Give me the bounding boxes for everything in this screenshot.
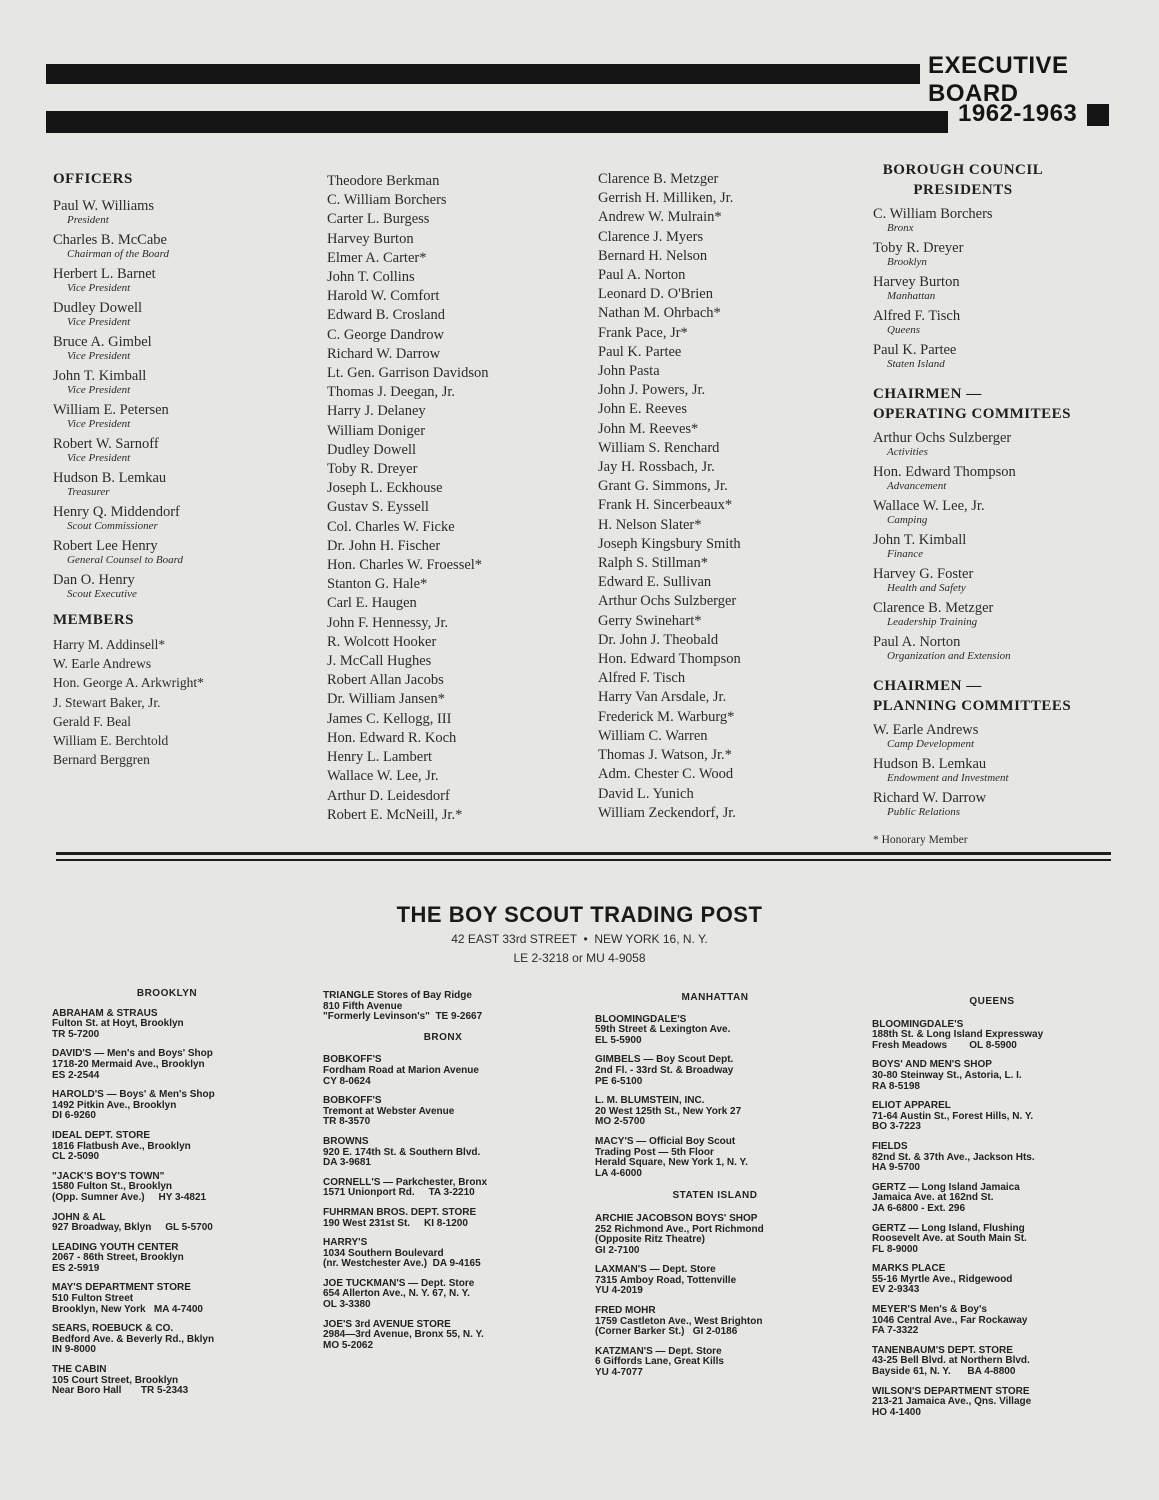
member-name: Bernard Berggren (53, 752, 150, 768)
member-name: Wallace W. Lee, Jr. (327, 768, 439, 785)
member-name: Dr. William Jansen* (327, 691, 445, 708)
board-entry (873, 756, 1123, 784)
entry-name: Paul K. Partee (873, 342, 957, 358)
borough-heading (873, 160, 1053, 200)
entry-name: Paul W. Williams (53, 198, 155, 214)
member-name: C. William Borchers (327, 192, 447, 209)
entry-name: W. Earle Andrews (873, 722, 979, 738)
store-listing: BOBKOFF'S Fordham Road at Marion Avenue CY 8-0624 (323, 1054, 479, 1087)
member-name: Carter L. Burgess (327, 211, 430, 228)
member-name: Andrew W. Mulrain* (598, 209, 722, 226)
store-listing: TANENBAUM'S DEPT. STORE 43-25 Bell Blvd. at Northern Blvd. Bayside 61, N. Y. BA 4-8800 (872, 1344, 1030, 1378)
store-listing: THE CABIN 105 Court Street, Brooklyn Near Boro Hall TR 5-2343 (52, 1364, 189, 1397)
member-name: Ralph S. Stillman* (598, 555, 708, 572)
operating-list (873, 430, 1123, 662)
store-listing: IDEAL DEPT. STORE 1816 Flatbush Ave., Brooklyn CL 2-5090 (52, 1129, 191, 1163)
member-name: Carl E. Haugen (327, 595, 417, 612)
board-entry (53, 198, 303, 226)
entry-name: Wallace W. Lee, Jr. (873, 498, 985, 514)
member-name: R. Wolcott Hooker (327, 633, 437, 650)
board-entry (53, 436, 303, 464)
board-entry (53, 504, 303, 532)
member-name: Harvey Burton (327, 230, 414, 247)
member-name: Jay H. Rossbach, Jr. (598, 459, 715, 476)
entry-name: Paul A. Norton (873, 634, 961, 650)
directory-col3 (595, 993, 835, 1388)
entry-name: Hudson B. Lemkau (53, 470, 167, 486)
entry-name: Robert W. Sarnoff (53, 436, 159, 452)
member-name: Hon. George A. Arkwright* (53, 675, 204, 691)
members-heading: MEMBERS (53, 612, 135, 628)
member-name: Hon. Charles W. Froessel* (327, 557, 483, 574)
queens-heading: QUEENS (969, 996, 1015, 1007)
entry-name: C. William Borchers (873, 206, 993, 222)
member-name: Frank H. Sincerbeaux* (598, 497, 733, 514)
member-name: Theodore Berkman (327, 173, 440, 189)
member-name: John E. Reeves (598, 401, 687, 418)
header-bar-bottom (46, 111, 948, 133)
store-listing: FRED MOHR 1759 Castleton Ave., West Brighton (Corner Barker St.) GI 2-0186 (595, 1305, 763, 1338)
operating-heading-line2: OPERATING COMMITEES (873, 406, 1071, 422)
entry-role: Finance (887, 548, 924, 560)
entry-role: Camping (887, 514, 928, 526)
board-entry (873, 274, 1123, 302)
trading-post-phone: LE 2-3218 or MU 4-9058 (513, 951, 646, 965)
board-entry (53, 402, 303, 430)
store-listing: LEADING YOUTH CENTER 2067 - 86th Street, Brooklyn ES 2-5919 (52, 1241, 184, 1274)
members-list-2 (327, 172, 587, 825)
member-name: J. McCall Hughes (327, 653, 432, 670)
store-listing: MEYER'S Men's & Boy's 1046 Central Ave., Far Rockaway FA 7-3322 (872, 1304, 1028, 1337)
entry-role: Activities (887, 446, 928, 458)
member-name: W. Earle Andrews (53, 656, 152, 672)
entry-role: Vice President (67, 418, 131, 430)
entry-name: Alfred F. Tisch (873, 308, 961, 324)
entry-name: John T. Kimball (873, 532, 967, 548)
col2-stores (323, 991, 563, 1023)
trading-post-title: THE BOY SCOUT TRADING POST (396, 902, 763, 927)
store-listing: GIMBELS — Boy Scout Dept. 2nd Fl. - 33rd St. & Broadway PE 6-5100 (595, 1054, 734, 1087)
member-name: Nathan M. Ohrbach* (598, 305, 721, 322)
members-list-1 (53, 635, 303, 769)
member-name: Harry M. Addinsell* (53, 637, 166, 652)
brooklyn-heading: BROOKLYN (136, 988, 198, 999)
borough-heading-line1: BOROUGH COUNCIL (882, 162, 1044, 178)
member-name: Dr. John H. Fischer (327, 537, 441, 554)
member-name: Grant G. Simmons, Jr. (598, 478, 728, 495)
member-name: John J. Powers, Jr. (598, 382, 706, 399)
member-name: Clarence B. Metzger (598, 171, 719, 187)
entry-role: General Counsel to Board (67, 554, 183, 566)
entry-name: Dudley Dowell (53, 300, 142, 316)
entry-role: Endowment and Investment (887, 772, 1009, 784)
store-listing: "JACK'S BOY'S TOWN" 1580 Fulton St., Brooklyn (Opp. Sumner Ave.) HY 3-4821 (52, 1170, 207, 1203)
member-name: Harry J. Delaney (327, 403, 426, 420)
entry-name: Bruce A. Gimbel (53, 334, 152, 350)
queens-stores (872, 1020, 1112, 1419)
store-listing: KATZMAN'S — Dept. Store 6 Giffords Lane, Great Kills YU 4-7077 (595, 1345, 724, 1379)
store-listing: BLOOMINGDALE'S 188th St. & Long Island Expressway Fresh Meadows OL 8-5900 (872, 1018, 1044, 1051)
store-listing: MACY'S — Official Boy Scout Trading Post — 5th Floor Herald Square, New York 1, N. Y. LA 4-6000 (595, 1135, 748, 1179)
store-listing: JOHN & AL 927 Broadway, Bklyn GL 5-5700 (52, 1211, 213, 1234)
entry-name: Clarence B. Metzger (873, 600, 994, 616)
entry-role: Camp Development (887, 738, 975, 750)
entry-name: Hudson B. Lemkau (873, 756, 987, 772)
bronx-stores (323, 1055, 563, 1351)
header-square (1087, 104, 1109, 126)
entry-role: Public Relations (887, 806, 961, 818)
member-name: Hon. Edward Thompson (598, 651, 741, 668)
member-name: Harry Van Arsdale, Jr. (598, 689, 727, 706)
entry-name: John T. Kimball (53, 368, 147, 384)
entry-name: Toby R. Dreyer (873, 240, 964, 256)
officers-list (53, 198, 303, 600)
footnote: * Honorary Member (873, 834, 968, 846)
board-entry (873, 430, 1123, 458)
board-entry (873, 566, 1123, 594)
store-listing: FUHRMAN BROS. DEPT. STORE 190 West 231st St. KI 8-1200 (323, 1206, 477, 1229)
entry-name: Herbert L. Barnet (53, 266, 156, 282)
entry-role: Chairman of the Board (67, 248, 169, 260)
board-entry (53, 266, 303, 294)
entry-role: Vice President (67, 452, 131, 464)
member-name: Leonard D. O'Brien (598, 286, 713, 303)
planning-list (873, 722, 1123, 818)
board-entry (873, 722, 1123, 750)
separator-rule-bottom (56, 859, 1111, 861)
directory-col2 (323, 991, 563, 1360)
operating-heading (873, 384, 1123, 424)
staten-stores (595, 1214, 835, 1379)
board-entry (53, 300, 303, 328)
member-name: William E. Berchtold (53, 733, 169, 749)
member-name: Edward E. Sullivan (598, 574, 712, 591)
entry-role: Health and Safety (887, 582, 966, 594)
member-name: Gustav S. Eyssell (327, 499, 429, 516)
member-name: Elmer A. Carter* (327, 249, 427, 266)
member-name: John Pasta (598, 363, 660, 380)
board-entry (53, 368, 303, 396)
member-name: Hon. Edward R. Koch (327, 729, 457, 746)
directory-queens (872, 997, 1112, 1427)
entry-role: Vice President (67, 282, 131, 294)
member-name: C. George Dandrow (327, 326, 444, 343)
manhattan-stores (595, 1015, 835, 1180)
entry-name: Arthur Ochs Sulzberger (873, 430, 1012, 446)
store-listing: FIELDS 82nd St. & 37th Ave., Jackson Hts. HA 9-5700 (872, 1140, 1035, 1174)
member-name: James C. Kellogg, III (327, 710, 452, 727)
store-listing: BOYS' AND MEN'S SHOP 30-80 Steinway St., Astoria, L. I. RA 8-5198 (872, 1059, 1022, 1092)
member-name: Frederick M. Warburg* (598, 708, 735, 725)
board-entry (873, 342, 1123, 370)
page-years: 1962-1963 (958, 100, 1078, 127)
member-name: H. Nelson Slater* (598, 516, 702, 533)
board-entry (53, 232, 303, 260)
member-name: J. Stewart Baker, Jr. (53, 694, 161, 710)
store-listing: LAXMAN'S — Dept. Store 7315 Amboy Road, Tottenville YU 4-2019 (595, 1264, 737, 1297)
member-name: Henry L. Lambert (327, 749, 433, 766)
member-name: Harold W. Comfort (327, 288, 440, 305)
separator-rule-top (56, 852, 1111, 855)
entry-role: Staten Island (887, 358, 945, 370)
store-listing: HAROLD'S — Boys' & Men's Shop 1492 Pitkin Ave., Brooklyn DI 6-9260 (52, 1089, 215, 1122)
member-name: Arthur Ochs Sulzberger (598, 593, 737, 610)
committees-column (873, 160, 1123, 846)
member-name: Col. Charles W. Ficke (327, 518, 455, 535)
planning-heading-line1: CHAIRMEN — (873, 678, 982, 694)
member-name: Dudley Dowell (327, 441, 416, 458)
member-name: Adm. Chester C. Wood (598, 766, 734, 783)
entry-role: Scout Commissioner (67, 520, 158, 532)
member-name: David L. Yunich (598, 785, 694, 802)
bronx-heading: BRONX (423, 1031, 463, 1043)
store-listing: ARCHIE JACOBSON BOYS' SHOP 252 Richmond Ave., Port Richmond (Opposite Ritz Theatre) GI 2-7100 (595, 1212, 764, 1256)
entry-role: Treasurer (67, 486, 110, 498)
entry-name: Henry Q. Middendorf (53, 504, 180, 520)
entry-role: Advancement (887, 480, 947, 492)
member-name: Paul K. Partee (598, 343, 682, 360)
entry-role: Bronx (887, 222, 914, 234)
store-listing: TRIANGLE Stores of Bay Ridge 810 Fifth Avenue "Formerly Levinson's" TE 9-2667 (323, 990, 483, 1023)
entry-role: Organization and Extension (887, 650, 1011, 662)
store-listing: JOE TUCKMAN'S — Dept. Store 654 Allerton Ave., N. Y. 67, N. Y. OL 3-3380 (323, 1277, 475, 1311)
board-entry (873, 464, 1123, 492)
store-listing: DAVID'S — Men's and Boys' Shop 1718-20 Mermaid Ave., Brooklyn ES 2-2544 (52, 1048, 213, 1081)
member-name: John M. Reeves* (598, 420, 699, 437)
entry-role: Vice President (67, 316, 131, 328)
entry-role: Vice President (67, 350, 131, 362)
member-name: John T. Collins (327, 269, 415, 286)
member-name: Richard W. Darrow (327, 345, 441, 362)
entry-name: Harvey Burton (873, 274, 960, 290)
member-name: William C. Warren (598, 727, 708, 744)
member-name: Toby R. Dreyer (327, 461, 418, 478)
member-name: Bernard H. Nelson (598, 247, 708, 264)
member-name: Edward B. Crosland (327, 307, 445, 324)
member-name: Robert Allan Jacobs (327, 672, 444, 689)
store-listing: ABRAHAM & STRAUS Fulton St. at Hoyt, Brooklyn TR 5-7200 (52, 1007, 184, 1040)
manhattan-heading: MANHATTAN (681, 992, 749, 1003)
staten-heading: STATEN ISLAND (672, 1190, 758, 1202)
member-name: Gerrish H. Milliken, Jr. (598, 190, 734, 207)
member-name: Gerry Swinehart* (598, 612, 702, 629)
member-name: William Doniger (327, 422, 426, 439)
board-entry (873, 498, 1123, 526)
entry-name: Robert Lee Henry (53, 538, 158, 554)
member-name: Alfred F. Tisch (598, 670, 686, 687)
entry-role: Vice President (67, 384, 131, 396)
board-entry (873, 308, 1123, 336)
member-name: Stanton G. Hale* (327, 576, 428, 593)
directory-brooklyn (52, 989, 282, 1406)
store-listing: JOE'S 3rd AVENUE STORE 2984—3rd Avenue, Bronx 55, N. Y. MO 5-2062 (323, 1318, 484, 1351)
member-name: Gerald F. Beal (53, 713, 132, 729)
entry-role: Queens (887, 324, 920, 336)
page-title: EXECUTIVE BOARD (928, 52, 1069, 107)
store-listing: GERTZ — Long Island Jamaica Jamaica Ave. at 162nd St. JA 6-6800 - Ext. 296 (872, 1181, 1020, 1214)
planning-heading-line2: PLANNING COMMITTEES (873, 698, 1072, 714)
store-listing: WILSON'S DEPARTMENT STORE 213-21 Jamaica Ave., Qns. Village HO 4-1400 (872, 1385, 1032, 1418)
member-name: John F. Hennessy, Jr. (327, 614, 449, 631)
member-name: Arthur D. Leidesdorf (327, 787, 450, 804)
entry-role: Leadership Training (887, 616, 978, 628)
members-list-3 (598, 170, 858, 823)
member-name: Paul A. Norton (598, 267, 686, 284)
officers-column (53, 171, 303, 769)
member-name: Dr. John J. Theobald (598, 631, 719, 648)
board-entry (53, 572, 303, 600)
entry-role: Manhattan (887, 290, 936, 302)
board-entry (873, 532, 1123, 560)
entry-name: William E. Petersen (53, 402, 169, 418)
officers-heading: OFFICERS (53, 171, 133, 187)
member-name: Lt. Gen. Garrison Davidson (327, 365, 489, 382)
entry-role: President (67, 214, 109, 226)
store-listing: BOBKOFF'S Tremont at Webster Avenue TR 8-3570 (323, 1095, 455, 1128)
brooklyn-stores (52, 1009, 282, 1397)
member-name: William S. Renchard (598, 439, 720, 456)
member-name: Joseph L. Eckhouse (327, 480, 443, 497)
store-listing: MARKS PLACE 55-16 Myrtle Ave., Ridgewood EV 2-9343 (872, 1263, 1013, 1296)
board-entry (53, 538, 303, 566)
member-name: Joseph Kingsbury Smith (598, 535, 741, 552)
board-entry (873, 634, 1123, 662)
entry-name: Richard W. Darrow (873, 790, 987, 806)
store-listing: L. M. BLUMSTEIN, INC. 20 West 125th St., New York 27 MO 2-5700 (595, 1095, 742, 1128)
store-listing: CORNELL'S — Parkchester, Bronx 1571 Unionport Rd. TA 3-2210 (323, 1176, 488, 1199)
entry-role: Scout Executive (67, 588, 137, 600)
member-name: Robert E. McNeill, Jr.* (327, 806, 463, 823)
member-name: Frank Pace, Jr* (598, 324, 688, 341)
member-name: Thomas J. Watson, Jr.* (598, 747, 732, 764)
store-listing: BROWNS 920 E. 174th St. & Southern Blvd. DA 3-9681 (323, 1135, 481, 1169)
borough-heading-line2: PRESIDENTS (913, 182, 1013, 198)
board-entry (873, 206, 1123, 234)
entry-name: Charles B. McCabe (53, 232, 167, 248)
header-bar-top (46, 64, 920, 84)
borough-list (873, 206, 1123, 370)
member-name: Clarence J. Myers (598, 228, 704, 245)
board-entry (873, 600, 1123, 628)
board-entry (53, 470, 303, 498)
member-name: William Zeckendorf, Jr. (598, 804, 736, 821)
store-listing: MAY'S DEPARTMENT STORE 510 Fulton Street Brooklyn, New York MA 4-7400 (52, 1282, 203, 1315)
store-listing: SEARS, ROEBUCK & CO. Bedford Ave. & Beverly Rd., Bklyn IN 9-8000 (52, 1323, 215, 1356)
store-listing: GERTZ — Long Island, Flushing Roosevelt Ave. at South Main St. FL 8-9000 (872, 1222, 1027, 1255)
store-listing: BLOOMINGDALE'S 59th Street & Lexington Ave. EL 5-5900 (595, 1013, 731, 1046)
store-listing: HARRY'S 1034 Southern Boulevard (nr. Westchester Ave.) DA 9-4165 (323, 1237, 481, 1270)
entry-name: Hon. Edward Thompson (873, 464, 1016, 480)
board-entry (53, 334, 303, 362)
trading-post-address: 42 EAST 33rd STREET • NEW YORK 16, N. Y. (451, 932, 708, 946)
board-entry (873, 790, 1123, 818)
entry-name: Dan O. Henry (53, 572, 135, 588)
store-listing: ELIOT APPAREL 71-64 Austin St., Forest Hills, N. Y. BO 3-7223 (872, 1100, 1034, 1133)
operating-heading-line1: CHAIRMEN — (873, 386, 982, 402)
entry-name: Harvey G. Foster (873, 566, 974, 582)
entry-role: Brooklyn (887, 256, 927, 268)
board-entry (873, 240, 1123, 268)
member-name: Thomas J. Deegan, Jr. (327, 384, 456, 401)
planning-heading (873, 676, 1123, 716)
